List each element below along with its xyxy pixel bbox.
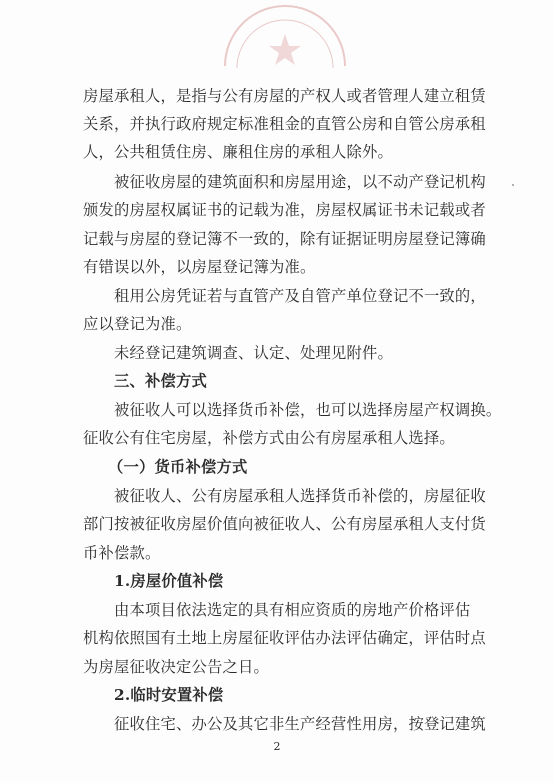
paragraph-line: 机构依照国有土地上房屋征收评估办法评估确定，评估时点 — [83, 629, 486, 647]
seal-stamp — [215, 0, 355, 96]
item-heading: 2.临时安置补偿 — [114, 686, 224, 704]
paragraph-line: 被征收房屋的建筑面积和房屋用途，以不动产登记机构 — [114, 173, 486, 191]
paragraph-line: 应以登记为准。 — [83, 315, 192, 333]
scan-speck — [512, 184, 514, 186]
paragraph-line: 租用公房凭证若与直管产及自管产单位登记不一致的， — [114, 287, 486, 305]
paragraph-line: 部门按被征收房屋价值向被征收人、公有房屋承租人支付货 — [83, 515, 486, 533]
section-heading: 三、补偿方式 — [114, 372, 207, 390]
paragraph-line: 由本项目依法选定的具有相应资质的房地产价格评估 — [114, 601, 471, 619]
paragraph-line: 未经登记建筑调查、认定、处理见附件。 — [114, 344, 393, 362]
paragraph-line: 关系，并执行政府规定标准租金的直管公房和自管公房承租 — [83, 115, 486, 133]
paragraph-line: 房屋承租人，是指与公有房屋的产权人或者管理人建立租赁 — [83, 87, 486, 105]
paragraph-line: 征收公有住宅房屋，补偿方式由公有房屋承租人选择。 — [83, 429, 455, 447]
paragraph-line: 颁发的房屋权属证书的记载为准，房屋权属证书未记载或者 — [83, 201, 486, 219]
paragraph-line: 币补偿款。 — [83, 544, 161, 562]
paragraph-line: 记载与房屋的登记簿不一致的，除有证据证明房屋登记簿确 — [83, 230, 486, 248]
item-heading: 1.房屋价值补偿 — [114, 572, 224, 590]
paragraph-line: 征收住宅、办公及其它非生产经营性用房，按登记建筑 — [114, 715, 486, 733]
subsection-heading: （一）货币补偿方式 — [108, 458, 248, 476]
page-number: 2 — [273, 740, 281, 753]
paragraph-line: 被征收人、公有房屋承租人选择货币补偿的，房屋征收 — [114, 487, 486, 505]
paragraph-line: 被征收人可以选择货币补偿，也可以选择房屋产权调换。 — [114, 401, 502, 419]
paragraph-line: 有错误以外，以房屋登记簿为准。 — [83, 258, 316, 276]
paragraph-line: 为房屋征收决定公告之日。 — [83, 658, 269, 676]
paragraph-line: 人，公共租赁住房、廉租住房的承租人除外。 — [83, 143, 393, 161]
